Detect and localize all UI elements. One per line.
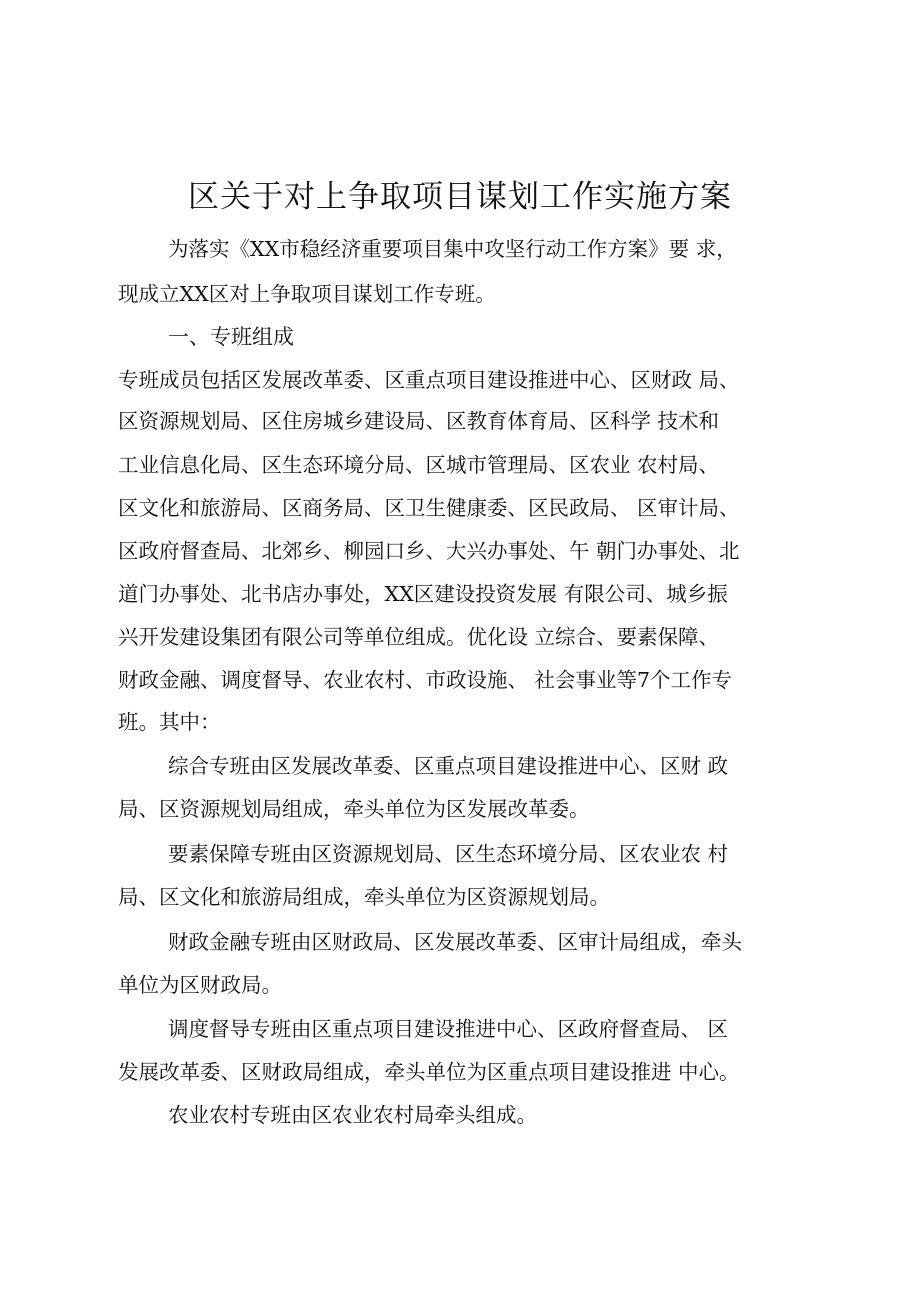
agriculture-line-1: 农业农村专班由区农业农村局牵头组成。 [168, 1103, 537, 1127]
members-line-4: 区文化和旅游局、区商务局、区卫生健康委、区民政局、 区审计局、 [118, 496, 740, 520]
factors-line-1: 要素保障专班由区资源规划局、区生态环境分局、区农业农 村 [168, 842, 729, 866]
section-heading: 一、专班组成 [168, 325, 294, 349]
document-title: 区关于对上争取项目谋划工作实施方案 [188, 179, 732, 215]
finance-line-1: 财政金融专班由区财政局、区发展改革委、区审计局组成，牵头 [168, 930, 742, 954]
dispatch-line-2: 发展改革委、区财政局组成，牵头单位为区重点项目建设推进 中心。 [118, 1060, 740, 1084]
members-line-8: 财政金融、调度督导、农业农村、市政设施、 社会事业等7个工作专 [118, 668, 733, 692]
comprehensive-line-1: 综合专班由区发展改革委、区重点项目建设推进中心、区财 政 [168, 754, 729, 778]
members-line-3: 工业信息化局、区生态环境分局、区城市管理局、区农业 农村局、 [118, 453, 720, 477]
members-line-6: 道门办事处、北书店办事处，XX区建设投资发展 有限公司、城乡振 [118, 582, 728, 606]
intro-line-1: 为落实《XX市稳经济重要项目集中攻坚行动工作方案》要 求， [168, 237, 737, 261]
intro-line-2: 现成立XX区对上争取项目谋划工作专班。 [118, 282, 496, 306]
finance-line-2: 单位为区财政局。 [118, 973, 282, 997]
members-line-7: 兴开发建设集团有限公司等单位组成。优化设 立综合、要素保障、 [118, 625, 720, 649]
members-line-9: 班。其中： [118, 710, 221, 734]
members-line-1: 专班成员包括区发展改革委、区重点项目建设推进中心、区财政 局、 [118, 368, 740, 392]
comprehensive-line-2: 局、区资源规划局组成，牵头单位为区发展改革委。 [118, 797, 590, 821]
members-line-2: 区资源规划局、区住房城乡建设局、区教育体育局、区科学 技术和 [118, 409, 720, 433]
factors-line-2: 局、区文化和旅游局组成，牵头单位为区资源规划局。 [118, 885, 610, 909]
members-line-5: 区政府督查局、北郊乡、柳园口乡、大兴办事处、午 朝门办事处、北 [118, 539, 740, 563]
dispatch-line-1: 调度督导专班由区重点项目建设推进中心、区政府督查局、 区 [168, 1017, 729, 1041]
